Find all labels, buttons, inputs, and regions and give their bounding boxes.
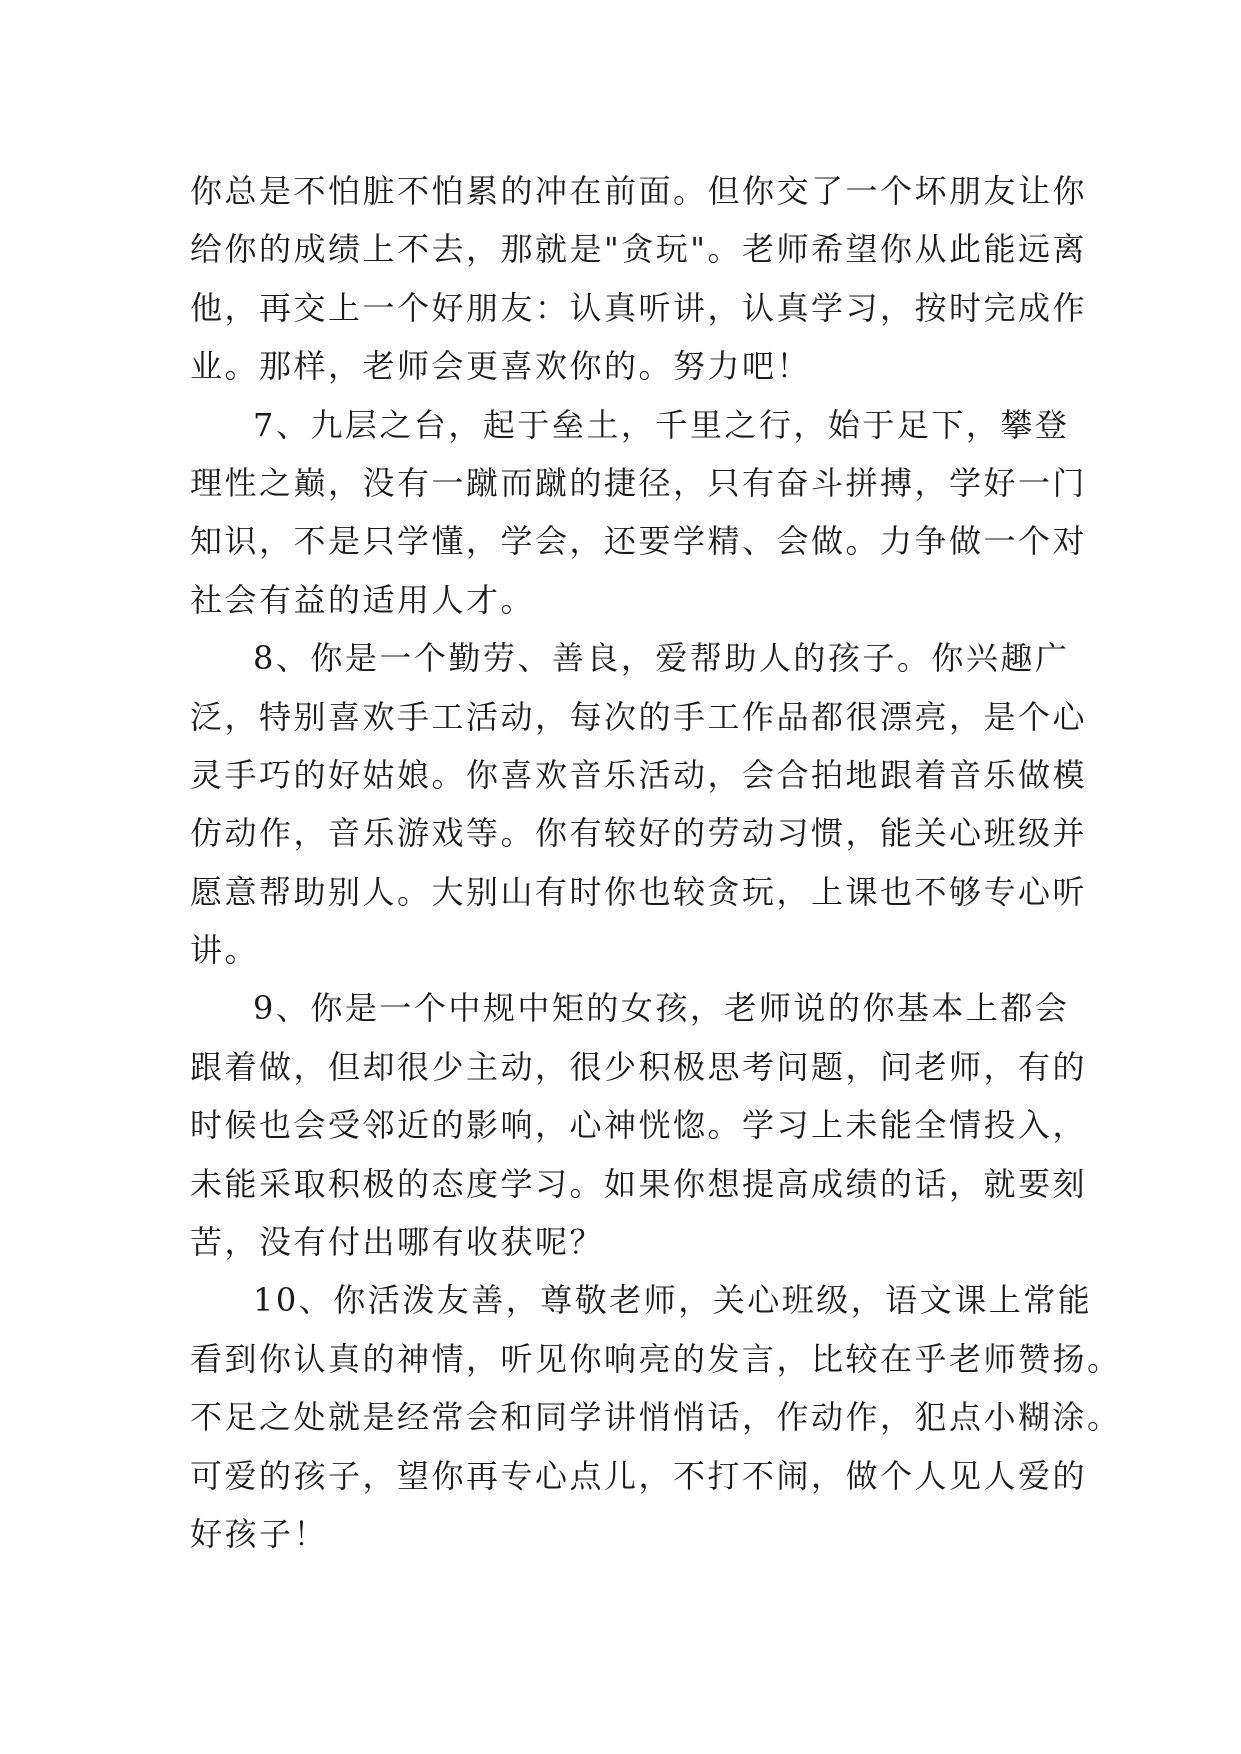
text-line: 好孩子！	[190, 1514, 329, 1553]
text-line: 业。那样，老师会更喜欢你的。努力吧！	[190, 347, 812, 386]
text-line: 未能采取积极的态度学习。如果你想提高成绩的话，就要刻	[190, 1164, 1088, 1203]
text-line: 泛，特别喜欢手工活动，每次的手工作品都很漂亮，是个心	[190, 697, 1088, 736]
text-line: 看到你认真的神情，听见你响亮的发言，比较在乎老师赞扬。	[190, 1339, 1122, 1378]
text-line: 可爱的孩子，望你再专心点儿，不打不闹，做个人见人爱的	[190, 1456, 1088, 1495]
paragraph-start-line: 9、你是一个中规中矩的女孩，老师说的你基本上都会	[253, 989, 1070, 1028]
document-body	[190, 162, 1122, 1563]
text-line: 苦，没有付出哪有收获呢？	[190, 1223, 605, 1262]
text-line: 跟着做，但却很少主动，很少积极思考问题，问老师，有的	[190, 1047, 1088, 1086]
text-line: 不足之处就是经常会和同学讲悄悄话，作动作，犯点小糊涂。	[190, 1398, 1122, 1437]
text-line: 愿意帮助别人。大别山有时你也较贪玩，上课也不够专心听	[190, 872, 1088, 911]
text-line: 社会有益的适用人才。	[190, 580, 536, 619]
text-line: 仿动作，音乐游戏等。你有较好的劳动习惯，能关心班级并	[190, 814, 1088, 853]
paragraph-start-line: 7、九层之台，起于垒土，千里之行，始于足下，攀登	[253, 405, 1070, 444]
text-line: 讲。	[190, 931, 260, 970]
text-line: 时候也会受邻近的影响，心神恍惚。学习上未能全情投入，	[190, 1106, 1088, 1145]
paragraph-start-line: 8、你是一个勤劳、善良，爱帮助人的孩子。你兴趣广	[253, 639, 1070, 678]
paragraph-start-line: 10、你活泼友善，尊敬老师，关心班级，语文课上常能	[253, 1281, 1093, 1320]
text-line: 灵手巧的好姑娘。你喜欢音乐活动，会合拍地跟着音乐做模	[190, 755, 1088, 794]
text-line: 知识，不是只学懂，学会，还要学精、会做。力争做一个对	[190, 522, 1088, 561]
text-line: 理性之巅，没有一蹴而蹴的捷径，只有奋斗拼搏，学好一门	[190, 463, 1088, 502]
text-line: 你总是不怕脏不怕累的冲在前面。但你交了一个坏朋友让你	[190, 172, 1088, 210]
text-line: 他，再交上一个好朋友：认真听讲，认真学习，按时完成作	[190, 288, 1088, 327]
text-line: 给你的成绩上不去，那就是"贪玩"。老师希望你从此能远离	[190, 230, 1087, 269]
